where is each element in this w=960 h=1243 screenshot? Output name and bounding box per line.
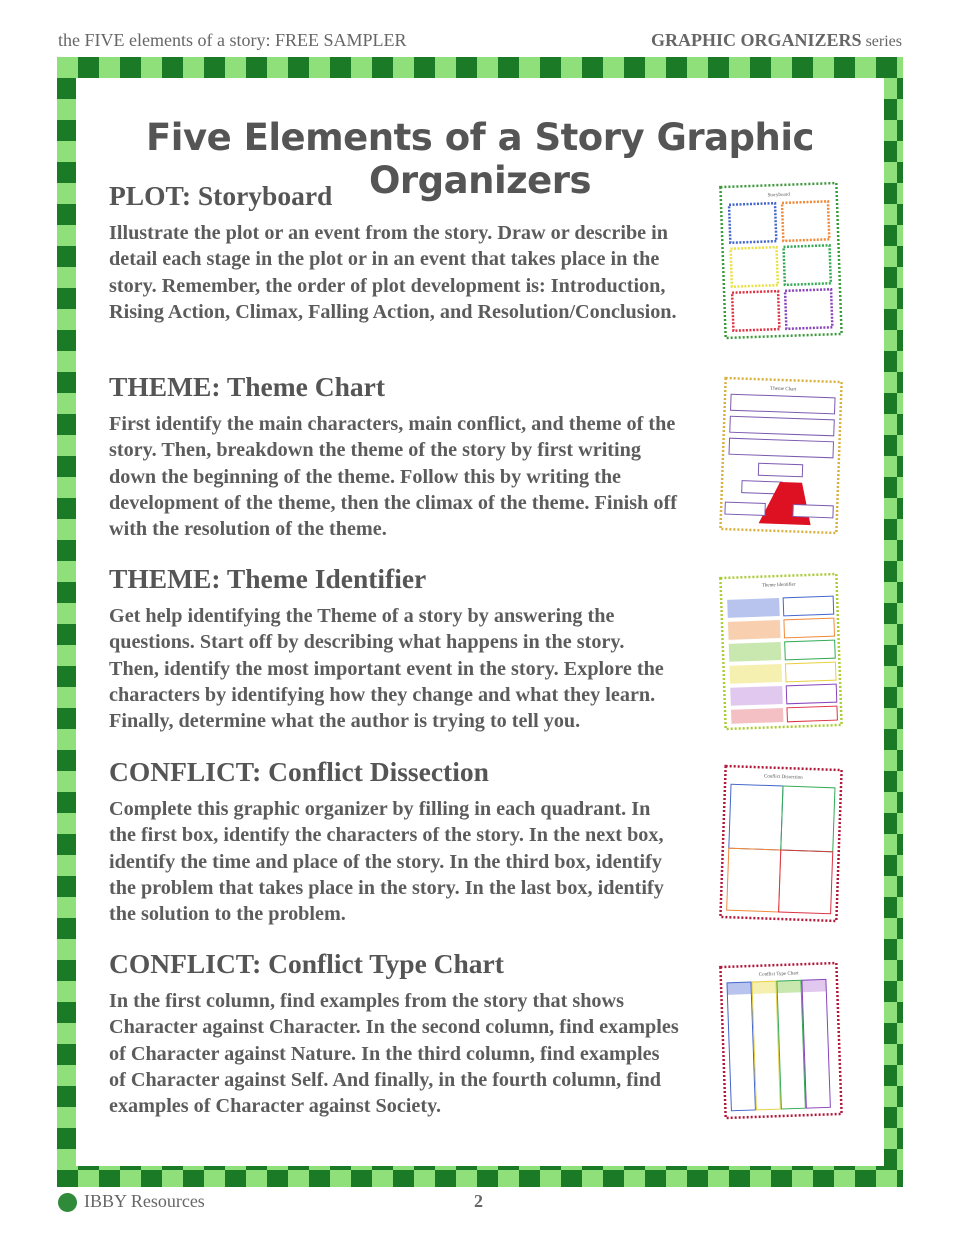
section-body: Complete this graphic organizer by filling in each quadrant. In the first box, identify the characters of the story. In the next box, identify the time and place of the story. In the third box, identify the problem that takes place in the story. In the last box, identify the solution to the problem. <box>109 798 664 926</box>
section-conflict-dissection <box>109 756 679 927</box>
section-heading: THEME: Theme Identifier <box>109 563 427 594</box>
storyboard-thumbnail <box>718 181 843 340</box>
theme-identifier-thumbnail <box>718 572 843 731</box>
series-suffix: series <box>861 33 902 50</box>
section-heading: PLOT: Storyboard <box>109 180 333 211</box>
section-heading: THEME: Theme Chart <box>109 371 386 402</box>
theme-chart-thumbnail <box>718 376 843 535</box>
thumb-title: Theme Chart <box>770 386 797 393</box>
thumb-title: Storyboard <box>767 192 790 199</box>
thumb-title: Theme Identifier <box>761 582 796 589</box>
section-body: Illustrate the plot or an event from the story. Draw or describe in detail each stage in the plot or in an event that takes place in the story. Remember, the order of plot development is: Introduction, Rising Action, Climax, Falling Action, and Resolution/Conclusion. <box>109 222 677 323</box>
section-body: Get help identifying the Theme of a story by answering the questions. Start off by describing what happens in the story. Then, identify the most important event in the story. Explore the characters by identifying how they change and what they learn. Finally, determine what the author is trying to tell you. <box>109 605 664 733</box>
page-number: 2 <box>474 1191 483 1211</box>
footer-brand: IBBY Resources <box>84 1191 205 1211</box>
section-theme-chart <box>109 371 679 542</box>
page-content <box>76 78 884 1166</box>
series-name: GRAPHIC ORGANIZERS <box>651 30 862 50</box>
checkered-border <box>57 57 903 1187</box>
section-conflict-type-chart <box>109 948 679 1119</box>
section-heading: CONFLICT: Conflict Dissection <box>109 756 489 787</box>
thumb-title: Conflict Dissection <box>763 774 803 781</box>
section-body: In the first column, find examples from the story that shows Character against Character. In the second column, find examples of Character against Nature. In the third column, find examples of Character against Self. And finally, in the fourth column, find examples of Character against Society. <box>109 990 679 1118</box>
thumb-title: Conflict Type Chart <box>758 971 799 978</box>
section-plot-storyboard <box>109 180 679 325</box>
section-body: First identify the main characters, main conflict, and theme of the story. Then, breakdown the theme of the story by first writing down the beginning of the theme. Follow this by writing the development of the theme, then the climax of the theme. Finish off with the resolution of the theme. <box>109 413 677 541</box>
section-heading: CONFLICT: Conflict Type Chart <box>109 948 504 979</box>
conflict-dissection-thumbnail <box>718 764 843 923</box>
conflict-type-chart-thumbnail <box>718 961 843 1120</box>
ibby-logo-icon <box>58 1193 77 1212</box>
section-theme-identifier <box>109 563 679 734</box>
page-title: Five Elements of a Story Graphic Organizers <box>146 116 814 202</box>
header-left-text: the FIVE elements of a story: FREE SAMPLER <box>58 30 407 50</box>
header-right-text <box>651 30 902 51</box>
